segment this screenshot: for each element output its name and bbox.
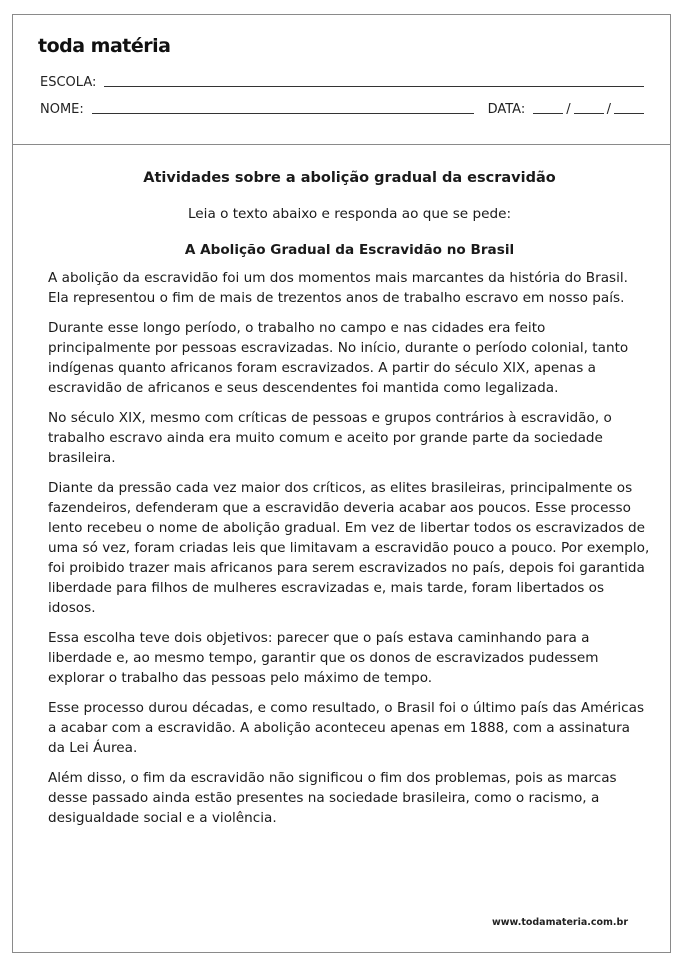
date-day-line xyxy=(533,113,563,114)
paragraph: A abolição da escravidão foi um dos momentos mais marcantes da história do Brasil. Ela representou o fim de mais de trezentos anos de trabalho escravo em nosso país. xyxy=(48,270,629,306)
logo: toda matéria xyxy=(38,35,171,57)
worksheet-title: Atividades sobre a abolição gradual da escravidão xyxy=(143,170,556,186)
paragraph: Durante esse longo período, o trabalho no campo e nas cidades era feito principalmente por pessoas escravizadas. No início, durante o período colonial, tanto indígenas quanto africanos foram escravizados. A partir do século XIX, apenas a escravidão de africanos e seus descendentes foi mantida como legalizada. xyxy=(48,320,629,396)
escola-row xyxy=(40,75,644,90)
date-separator: / xyxy=(606,102,611,117)
instruction: Leia o texto abaixo e responda ao que se pede: xyxy=(187,206,512,222)
worksheet-header xyxy=(13,15,670,145)
nome-row xyxy=(40,102,644,117)
paragraph: Essa escolha teve dois objetivos: parecer que o país estava caminhando para a liberdade e, ao mesmo tempo, garantir que os donos de escravizados pudessem explorar o trabalho das pessoas pelo máximo de tempo. xyxy=(48,630,599,686)
nome-label: NOME: xyxy=(40,102,84,117)
date-year-line xyxy=(614,113,644,114)
date-separator: / xyxy=(566,102,571,117)
footer-website: www.todamateria.com.br xyxy=(491,917,628,928)
escola-line xyxy=(104,86,644,87)
paragraph: Diante da pressão cada vez maior dos críticos, as elites brasileiras, principalmente os fazendeiros, defenderam que a escravidão deveria acabar aos poucos. Esse processo lento recebeu o nome de abolição gradual. Em vez de libertar todos os escravizados de uma só vez, foram criadas leis que limitavam a escravidão pouco a pouco. Por exemplo, foi proibido trazer mais africanos para serem escravizados no país, depois foi garantida liberdade para filhos de mulheres escravizadas e, mais tarde, foram libertados os idosos. xyxy=(48,480,650,616)
text-title: A Abolição Gradual da Escravidão no Brasil xyxy=(184,242,515,258)
data-label: DATA: xyxy=(487,102,526,117)
date-month-line xyxy=(574,113,604,114)
escola-label: ESCOLA: xyxy=(40,75,97,90)
paragraph: Esse processo durou décadas, e como resultado, o Brasil foi o último país das Américas a acabar com a escravidão. A abolição aconteceu apenas em 1888, com a assinatura da Lei Áurea. xyxy=(48,700,645,756)
nome-line xyxy=(92,113,474,114)
paragraph: No século XIX, mesmo com críticas de pessoas e grupos contrários à escravidão, o trabalho escravo ainda era muito comum e aceito por grande parte da sociedade brasileira. xyxy=(48,410,612,466)
paragraph: Além disso, o fim da escravidão não significou o fim dos problemas, pois as marcas desse passado ainda estão presentes na sociedade brasileira, como o racismo, a desigualdade social e a violência. xyxy=(48,770,617,826)
worksheet-content xyxy=(48,168,651,838)
